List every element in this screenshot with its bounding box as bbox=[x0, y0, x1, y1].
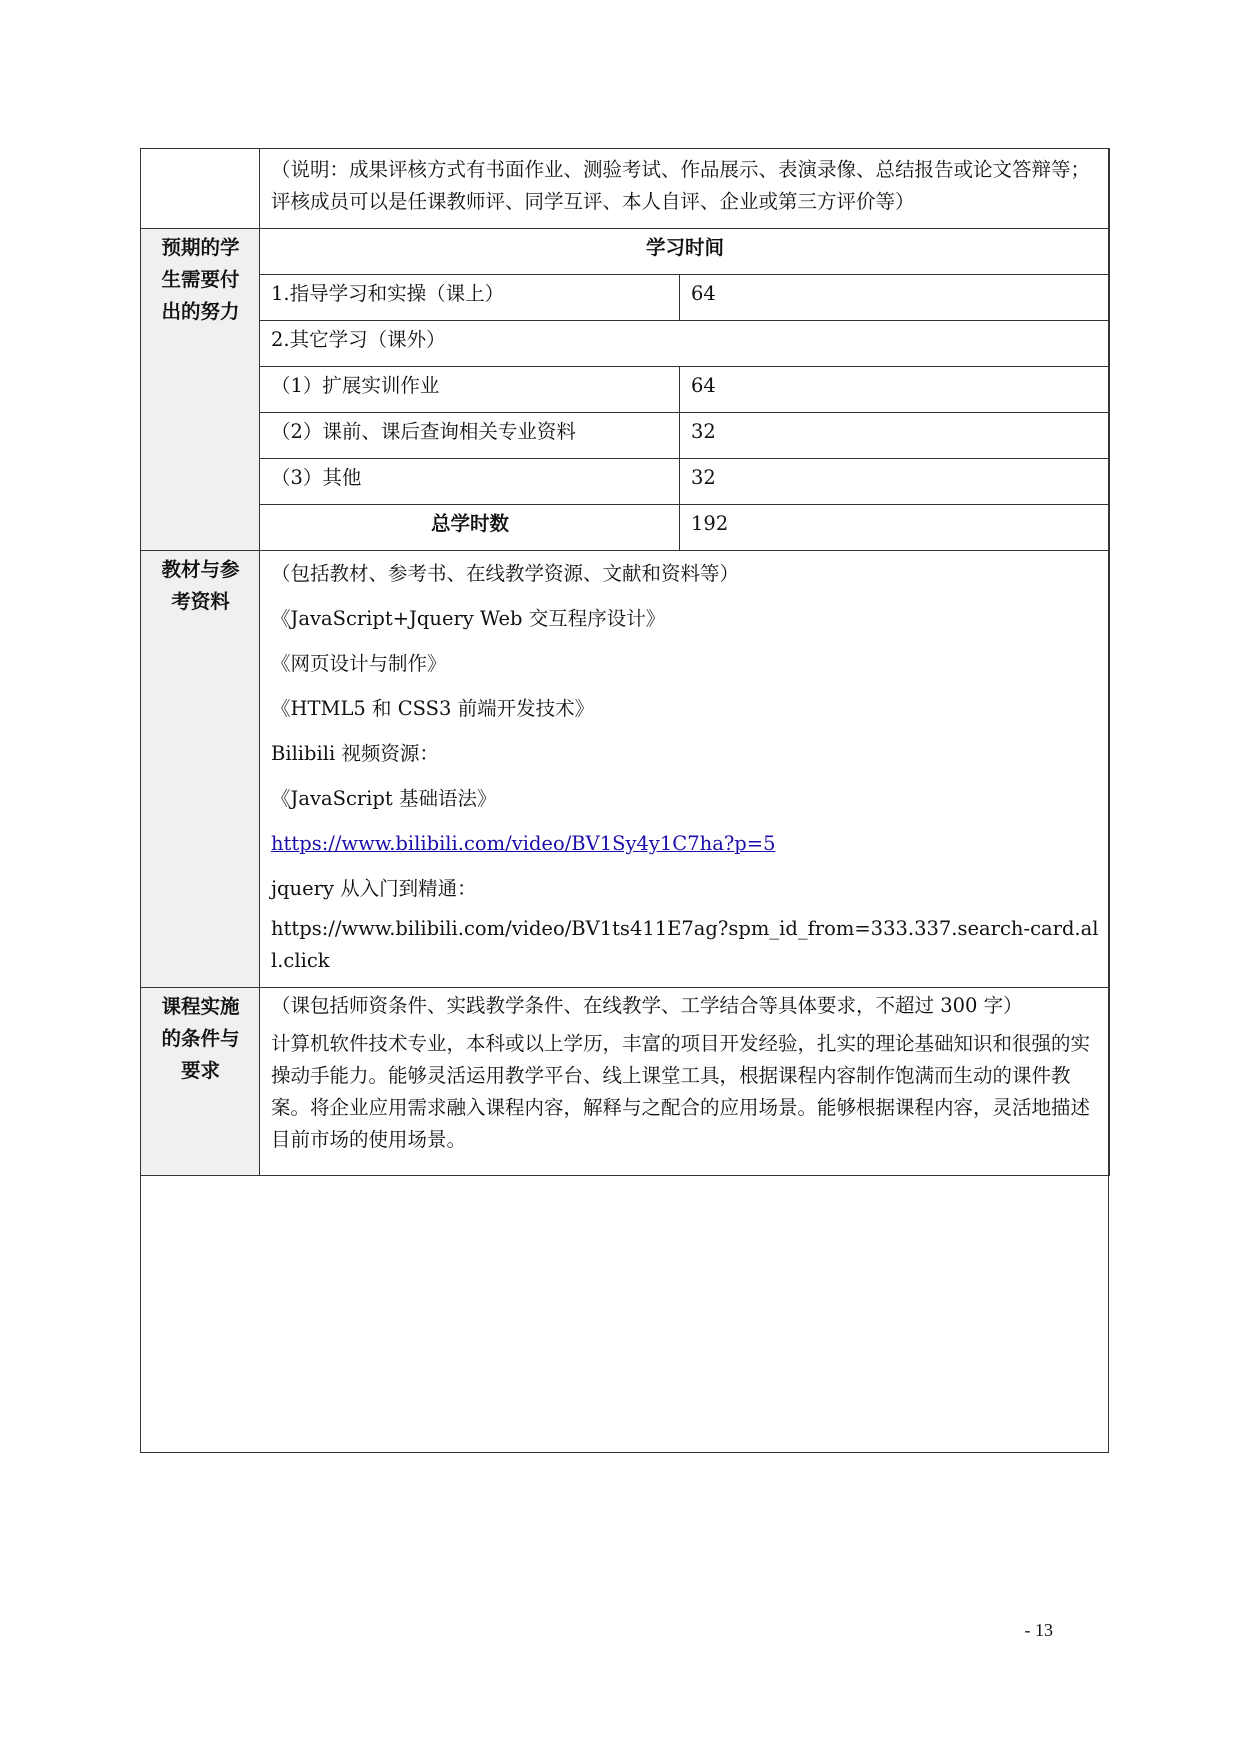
effort-item: （2）课前、课后查询相关专业资料 bbox=[260, 413, 680, 459]
course-table bbox=[140, 148, 1110, 1176]
conditions-label: 课程实施 的条件与 要求 bbox=[141, 988, 260, 1176]
study-time-header: 学习时间 bbox=[260, 229, 1110, 275]
effort-hours: 64 bbox=[680, 275, 1110, 321]
effort-item: （3）其他 bbox=[260, 459, 680, 505]
materials-label: 教材与参 考资料 bbox=[141, 551, 260, 988]
video-title: jquery 从入门到精通： bbox=[271, 877, 477, 900]
table-row bbox=[141, 367, 1110, 413]
materials-row bbox=[141, 551, 1110, 988]
book-title: 《网页设计与制作》 bbox=[271, 652, 447, 675]
total-hours-label: 总学时数 bbox=[260, 505, 680, 551]
bilibili-video-link[interactable]: https://www.bilibili.com/video/BV1Sy4y1C7ha?p=5 bbox=[271, 832, 776, 855]
table-row bbox=[141, 413, 1110, 459]
effort-hours: 32 bbox=[680, 413, 1110, 459]
effort-item: （1）扩展实训作业 bbox=[260, 367, 680, 413]
table-row bbox=[141, 275, 1110, 321]
jquery-video-url: https://www.bilibili.com/video/BV1ts411E7ag?spm_id_from=333.337.search-card.all.click bbox=[271, 917, 1099, 972]
video-title: 《JavaScript 基础语法》 bbox=[271, 787, 497, 810]
effort-item: 2.其它学习（课外） bbox=[260, 321, 1110, 367]
effort-hours: 64 bbox=[680, 367, 1110, 413]
effort-item: 1.指导学习和实操（课上） bbox=[260, 275, 680, 321]
note-row bbox=[141, 149, 1110, 229]
conditions-intro: （课包括师资条件、实践教学条件、在线教学、工学结合等具体要求，不超过 300 字） bbox=[271, 994, 1023, 1017]
note-label-cell bbox=[141, 149, 260, 229]
assessment-note: （说明：成果评核方式有书面作业、测验考试、作品展示、表演录像、总结报告或论文答辩等；评核成员可以是任课教师评、同学互评、本人自评、企业或第三方评价等） bbox=[260, 149, 1110, 229]
conditions-body: 计算机软件技术专业，本科或以上学历，丰富的项目开发经验，扎实的理论基础知识和很强的实操动手能力。能够灵活运用教学平台、线上课堂工具，根据课程内容制作饱满而生动的课件教案。将企业应用需求融入课程内容，解释与之配合的应用场景。能够根据课程内容，灵活地描述目前市场的使用场景。 bbox=[271, 1032, 1091, 1151]
book-title: 《JavaScript+Jquery Web 交互程序设计》 bbox=[271, 607, 666, 630]
total-hours-value: 192 bbox=[680, 505, 1110, 551]
effort-label: 预期的学 生需要付 出的努力 bbox=[141, 229, 260, 551]
materials-content bbox=[260, 551, 1110, 988]
conditions-content bbox=[260, 988, 1110, 1176]
effort-header-row bbox=[141, 229, 1110, 275]
materials-intro: （包括教材、参考书、在线教学资源、文献和资料等） bbox=[271, 562, 740, 585]
table-row bbox=[141, 459, 1110, 505]
effort-hours: 32 bbox=[680, 459, 1110, 505]
conditions-row bbox=[141, 988, 1110, 1176]
page-number: - 13 bbox=[1024, 1620, 1053, 1640]
video-resources-heading: Bilibili 视频资源： bbox=[271, 742, 439, 765]
total-row bbox=[141, 505, 1110, 551]
table-row bbox=[141, 321, 1110, 367]
book-title: 《HTML5 和 CSS3 前端开发技术》 bbox=[271, 697, 595, 720]
